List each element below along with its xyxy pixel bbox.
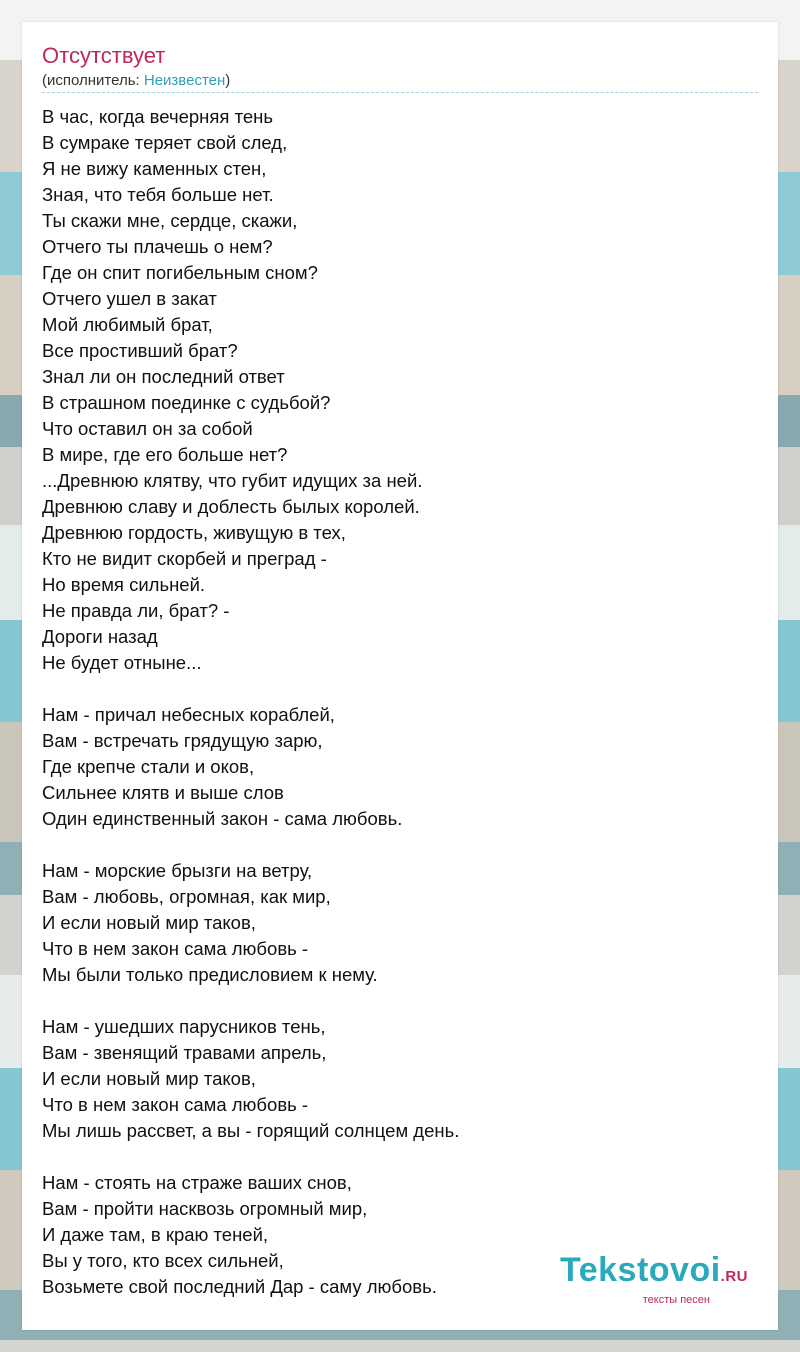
lyric-line: Что в нем закон сама любовь - bbox=[42, 1094, 309, 1115]
lyric-line: Вам - любовь, огромная, как мир, bbox=[42, 886, 331, 907]
lyric-line: Нам - причал небесных кораблей, bbox=[42, 704, 335, 725]
lyric-line: Один единственный закон - сама любовь. bbox=[42, 808, 403, 829]
logo-wordmark bbox=[560, 1253, 748, 1294]
lyric-line: Не правда ли, брат? - bbox=[42, 600, 230, 621]
lyric-line: Древнюю гордость, живущую в тех, bbox=[42, 522, 346, 543]
lyric-line: Древнюю славу и доблесть былых королей. bbox=[42, 496, 420, 517]
lyric-line: В сумраке теряет свой след, bbox=[42, 132, 288, 153]
lyric-line: Кто не видит скорбей и преград - bbox=[42, 548, 327, 569]
lyric-line: Вам - пройти насквозь огромный мир, bbox=[42, 1198, 368, 1219]
stanza bbox=[42, 1014, 758, 1144]
lyric-line: Все простивший брат? bbox=[42, 340, 238, 361]
lyric-line: Мой любимый брат, bbox=[42, 314, 213, 335]
logo-domain: .RU bbox=[720, 1268, 748, 1285]
lyric-line: Зная, что тебя больше нет. bbox=[42, 184, 274, 205]
performer-suffix: ) bbox=[225, 72, 231, 89]
lyric-line: Отчего ты плачешь о нем? bbox=[42, 236, 273, 257]
lyric-line: В мире, где его больше нет? bbox=[42, 444, 288, 465]
lyric-line: Ты скажи мне, сердце, скажи, bbox=[42, 210, 298, 231]
stanza bbox=[42, 702, 758, 832]
stanza bbox=[42, 104, 758, 676]
lyrics-text bbox=[42, 104, 758, 1326]
lyric-line: Но время сильней. bbox=[42, 574, 206, 595]
lyric-line: Сильнее клятв и выше слов bbox=[42, 782, 284, 803]
lyric-line: Нам - стоять на страже ваших снов, bbox=[42, 1172, 352, 1193]
lyric-line: ...Древнюю клятву, что губит идущих за ней. bbox=[42, 470, 423, 491]
lyric-line: Что оставил он за собой bbox=[42, 418, 253, 439]
lyric-line: Вы у того, кто всех сильней, bbox=[42, 1250, 284, 1271]
performer-prefix: (исполнитель: bbox=[42, 72, 144, 89]
performer-line bbox=[42, 71, 230, 91]
lyric-line: Отчего ушел в закат bbox=[42, 288, 217, 309]
stanza bbox=[42, 858, 758, 988]
lyric-line: Нам - ушедших парусников тень, bbox=[42, 1016, 326, 1037]
lyric-line: Не будет отныне... bbox=[42, 652, 202, 673]
performer-link[interactable]: Неизвестен bbox=[143, 72, 226, 89]
lyric-line: И если новый мир таков, bbox=[42, 912, 256, 933]
lyric-line: Дороги назад bbox=[42, 626, 158, 647]
lyric-line: Мы лишь рассвет, а вы - горящий солнцем день. bbox=[42, 1120, 460, 1141]
lyric-line: Я не вижу каменных стен, bbox=[42, 158, 267, 179]
lyric-line: Знал ли он последний ответ bbox=[42, 366, 285, 387]
lyric-line: Мы были только предисловием к нему. bbox=[42, 964, 378, 985]
lyric-line: И если новый мир таков, bbox=[42, 1068, 256, 1089]
site-logo[interactable] bbox=[560, 1253, 748, 1306]
lyric-line: Где крепче стали и оков, bbox=[42, 756, 255, 777]
lyric-line: В страшном поединке с судьбой? bbox=[42, 392, 331, 413]
lyric-line: Что в нем закон сама любовь - bbox=[42, 938, 309, 959]
logo-name: Tekstovoi bbox=[559, 1251, 721, 1289]
lyrics-card bbox=[22, 22, 778, 1330]
logo-tagline: тексты песен bbox=[642, 1294, 710, 1306]
lyric-line: Возьмете свой последний Дар - саму любовь. bbox=[42, 1276, 437, 1297]
lyric-line: Где он спит погибельным сном? bbox=[42, 262, 318, 283]
lyric-line: Нам - морские брызги на ветру, bbox=[42, 860, 313, 881]
lyric-line: Вам - встречать грядущую зарю, bbox=[42, 730, 323, 751]
lyric-line: И даже там, в краю теней, bbox=[42, 1224, 269, 1245]
title-divider bbox=[42, 92, 758, 93]
lyric-line: В час, когда вечерняя тень bbox=[42, 106, 273, 127]
lyric-line: Вам - звенящий травами апрель, bbox=[42, 1042, 327, 1063]
song-title: Отсутствует bbox=[42, 43, 166, 68]
